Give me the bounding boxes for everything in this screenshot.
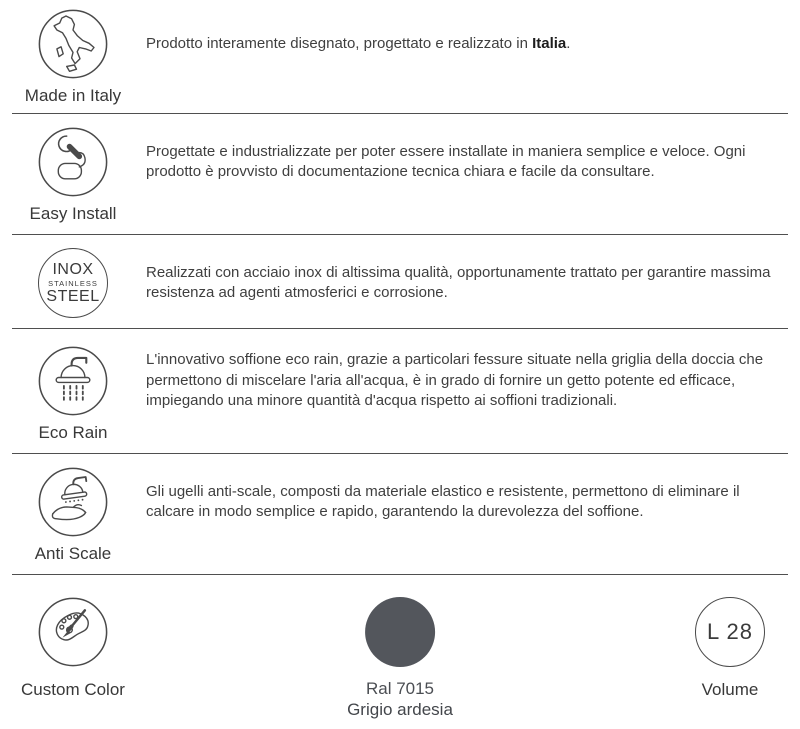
custom-color-label: Custom Color xyxy=(21,680,125,699)
feature-text: Realizzati con acciaio inox di altissima qualità, opportunamente trattato per garantire massima resistenza ad agenti atmosferici e corrosione. xyxy=(146,263,771,301)
feature-row-made-in-italy xyxy=(0,0,800,113)
eco-rain-text-cell xyxy=(146,346,800,416)
anti-scale-icon-cell xyxy=(0,467,146,564)
hand-shower-icon xyxy=(38,467,108,537)
volume-label: Volume xyxy=(701,680,759,699)
feature-row-inox xyxy=(0,235,800,328)
italy-map-icon xyxy=(38,9,108,79)
feature-row-eco-rain xyxy=(0,329,800,453)
shower-head-icon xyxy=(38,346,108,416)
wrench-thumbs-up-icon xyxy=(38,127,108,197)
feature-text: L'innovativo soffione eco rain, grazie a particolari fessure situate nella griglia della doccia che permettono di miscelare l'aria all'acqua, è in grado di fornire un getto potente ed efficace, impiegando una minore quantità d'acqua rispetto ai soffioni tradizionali. xyxy=(146,351,764,410)
feature-row-easy-install xyxy=(0,114,800,234)
feature-text: Gli ugelli anti-scale, composti da materiale elastico e resistente, permettono di eliminare il calcare in modo semplice e rapido, garantendo la durevolezza del soffione. xyxy=(146,482,740,520)
easy-install-text-cell xyxy=(146,127,800,197)
feature-label: Made in Italy xyxy=(24,86,122,105)
color-swatch-circle xyxy=(365,597,435,667)
easy-install-icon-cell xyxy=(0,127,146,224)
anti-scale-text-cell xyxy=(146,467,800,537)
volume-cell xyxy=(660,597,800,700)
bold-italia: Italia xyxy=(532,34,567,52)
color-name: Grigio ardesia xyxy=(347,700,453,719)
inox-text-cell xyxy=(146,248,800,318)
feature-text: Progettate e industrializzate per poter essere installate in maniera semplice e veloce. Ogni prodotto è provvisto di documentazione tecnica chiara e facile da consultare. xyxy=(146,142,746,180)
inox-icon-cell xyxy=(0,248,146,318)
inox-badge-line1: INOX xyxy=(52,260,94,278)
volume-badge: L 28 xyxy=(695,597,765,667)
feature-text: Prodotto interamente disegnato, progettato e realizzato in Italia. xyxy=(146,34,571,52)
ral-code: Ral 7015 xyxy=(365,679,435,698)
inox-badge-line3: STEEL xyxy=(46,287,100,305)
feature-label: Easy Install xyxy=(29,204,117,223)
inox-badge-line2: STAINLESS xyxy=(48,278,98,288)
made-in-italy-icon-cell xyxy=(0,9,146,106)
inox-stainless-steel-badge xyxy=(38,248,108,318)
made-in-italy-text-cell xyxy=(146,9,800,79)
custom-color-cell xyxy=(0,597,146,700)
feature-label: Eco Rain xyxy=(38,423,108,442)
specs-row xyxy=(0,575,800,719)
color-swatch-cell xyxy=(347,597,453,720)
feature-row-anti-scale xyxy=(0,454,800,574)
feature-label: Anti Scale xyxy=(34,544,112,563)
palette-icon xyxy=(38,597,108,667)
eco-rain-icon-cell xyxy=(0,346,146,443)
